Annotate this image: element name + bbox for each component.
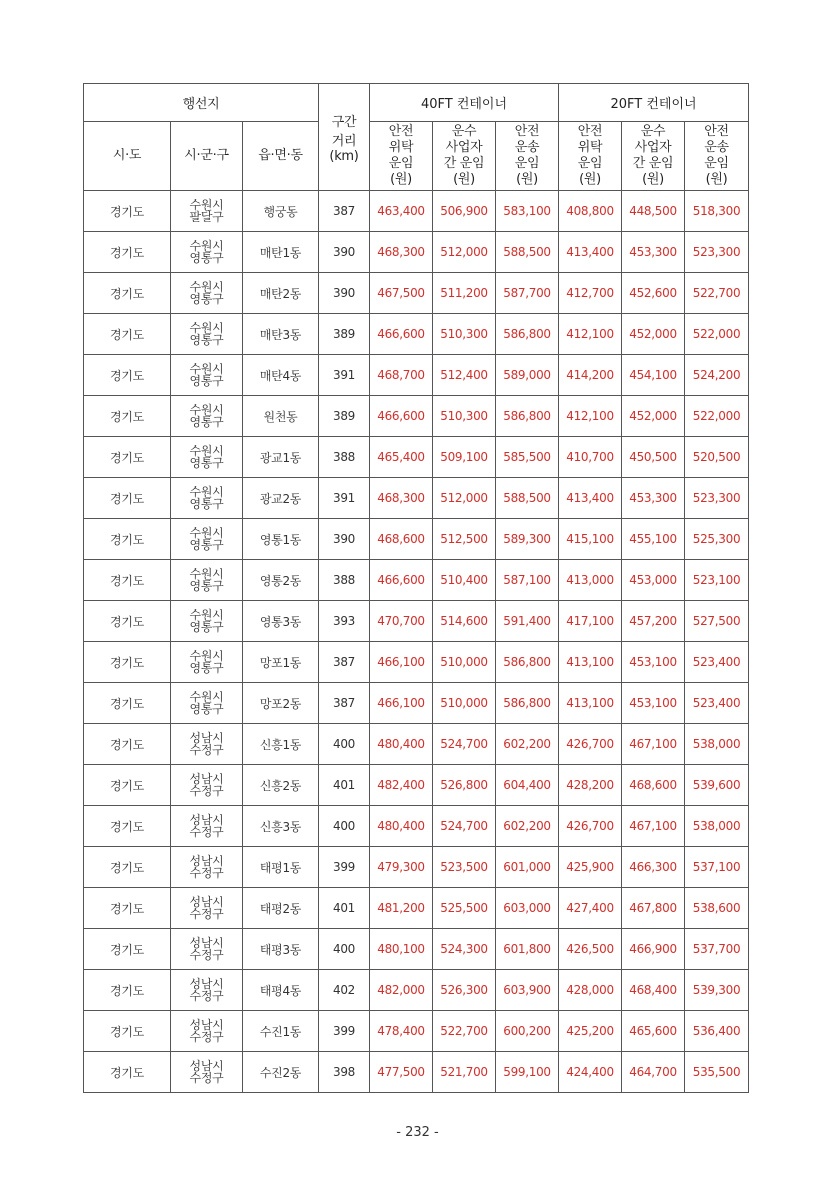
cell-fare-20ft: 427,400 — [559, 888, 622, 929]
cell-fare-40ft: 521,700 — [433, 1052, 496, 1093]
cell-distance: 391 — [319, 355, 370, 396]
cell-sido: 경기도 — [84, 191, 171, 232]
cell-fare-40ft: 586,800 — [496, 642, 559, 683]
header-region: 행선지 — [84, 84, 319, 122]
cell-sigungu: 성남시 수정구 — [171, 1011, 243, 1052]
cell-fare-40ft: 602,200 — [496, 724, 559, 765]
table-row — [84, 273, 749, 314]
cell-dong: 행궁동 — [243, 191, 319, 232]
cell-fare-20ft: 538,000 — [685, 724, 749, 765]
cell-fare-20ft: 428,200 — [559, 765, 622, 806]
cell-dong: 신흥2동 — [243, 765, 319, 806]
table-row — [84, 396, 749, 437]
cell-fare-40ft: 468,600 — [370, 519, 433, 560]
header-sido: 시·도 — [84, 122, 171, 191]
cell-fare-20ft: 523,400 — [685, 683, 749, 724]
cell-fare-20ft: 464,700 — [622, 1052, 685, 1093]
cell-fare-40ft: 524,700 — [433, 806, 496, 847]
cell-dong: 신흥1동 — [243, 724, 319, 765]
cell-fare-40ft: 466,600 — [370, 396, 433, 437]
cell-sido: 경기도 — [84, 642, 171, 683]
cell-fare-20ft: 452,000 — [622, 396, 685, 437]
table-row — [84, 724, 749, 765]
cell-sido: 경기도 — [84, 1011, 171, 1052]
cell-dong: 원천동 — [243, 396, 319, 437]
cell-fare-40ft: 601,800 — [496, 929, 559, 970]
table-row — [84, 519, 749, 560]
table-header — [84, 84, 749, 191]
cell-fare-20ft: 536,400 — [685, 1011, 749, 1052]
cell-sido: 경기도 — [84, 232, 171, 273]
cell-fare-40ft: 480,400 — [370, 806, 433, 847]
cell-fare-20ft: 412,100 — [559, 314, 622, 355]
cell-sigungu: 수원시 영통구 — [171, 273, 243, 314]
cell-sigungu: 수원시 영통구 — [171, 560, 243, 601]
cell-sido: 경기도 — [84, 1052, 171, 1093]
header-distance: 구간 거리 (km) — [319, 84, 370, 191]
cell-fare-20ft: 524,200 — [685, 355, 749, 396]
cell-dong: 영통3동 — [243, 601, 319, 642]
cell-fare-20ft: 454,100 — [622, 355, 685, 396]
cell-fare-40ft: 587,700 — [496, 273, 559, 314]
cell-fare-20ft: 457,200 — [622, 601, 685, 642]
cell-fare-20ft: 466,900 — [622, 929, 685, 970]
cell-sigungu: 수원시 영통구 — [171, 642, 243, 683]
cell-fare-40ft: 512,500 — [433, 519, 496, 560]
cell-fare-20ft: 522,000 — [685, 396, 749, 437]
cell-fare-40ft: 587,100 — [496, 560, 559, 601]
cell-distance: 387 — [319, 683, 370, 724]
cell-sigungu: 성남시 수정구 — [171, 765, 243, 806]
cell-fare-40ft: 589,300 — [496, 519, 559, 560]
cell-fare-40ft: 522,700 — [433, 1011, 496, 1052]
table-row — [84, 929, 749, 970]
cell-fare-20ft: 453,000 — [622, 560, 685, 601]
cell-fare-40ft: 479,300 — [370, 847, 433, 888]
cell-sigungu: 수원시 영통구 — [171, 314, 243, 355]
cell-sigungu: 수원시 영통구 — [171, 437, 243, 478]
cell-fare-20ft: 538,000 — [685, 806, 749, 847]
cell-fare-20ft: 412,100 — [559, 396, 622, 437]
table-row — [84, 314, 749, 355]
cell-fare-40ft: 604,400 — [496, 765, 559, 806]
header-20ft-container: 20FT 컨테이너 — [559, 84, 749, 122]
cell-fare-40ft: 512,000 — [433, 232, 496, 273]
cell-fare-40ft: 463,400 — [370, 191, 433, 232]
cell-fare-20ft: 424,400 — [559, 1052, 622, 1093]
cell-fare-40ft: 467,500 — [370, 273, 433, 314]
cell-fare-20ft: 455,100 — [622, 519, 685, 560]
cell-sigungu: 수원시 영통구 — [171, 355, 243, 396]
cell-distance: 400 — [319, 806, 370, 847]
table-row — [84, 765, 749, 806]
cell-fare-40ft: 526,800 — [433, 765, 496, 806]
cell-fare-40ft: 600,200 — [496, 1011, 559, 1052]
cell-fare-40ft: 512,000 — [433, 478, 496, 519]
table-row — [84, 191, 749, 232]
cell-fare-20ft: 413,400 — [559, 478, 622, 519]
table-body — [84, 191, 749, 1093]
cell-fare-40ft: 601,000 — [496, 847, 559, 888]
cell-sigungu: 성남시 수정구 — [171, 1052, 243, 1093]
cell-sigungu: 수원시 팔달구 — [171, 191, 243, 232]
cell-fare-20ft: 452,000 — [622, 314, 685, 355]
cell-fare-20ft: 426,700 — [559, 806, 622, 847]
cell-sido: 경기도 — [84, 970, 171, 1011]
cell-sido: 경기도 — [84, 888, 171, 929]
cell-fare-20ft: 452,600 — [622, 273, 685, 314]
cell-fare-40ft: 482,000 — [370, 970, 433, 1011]
table-row — [84, 642, 749, 683]
header-safe-transport-fare-20ft: 안전 운송 운임 (원) — [685, 122, 749, 191]
cell-sido: 경기도 — [84, 601, 171, 642]
cell-fare-40ft: 583,100 — [496, 191, 559, 232]
cell-sigungu: 성남시 수정구 — [171, 970, 243, 1011]
cell-fare-20ft: 518,300 — [685, 191, 749, 232]
cell-fare-20ft: 539,300 — [685, 970, 749, 1011]
table-row — [84, 355, 749, 396]
cell-fare-20ft: 523,300 — [685, 478, 749, 519]
cell-fare-20ft: 450,500 — [622, 437, 685, 478]
cell-dong: 태평2동 — [243, 888, 319, 929]
cell-fare-40ft: 512,400 — [433, 355, 496, 396]
cell-fare-40ft: 525,500 — [433, 888, 496, 929]
table-row — [84, 1011, 749, 1052]
cell-fare-20ft: 414,200 — [559, 355, 622, 396]
cell-fare-40ft: 586,800 — [496, 396, 559, 437]
cell-fare-40ft: 477,500 — [370, 1052, 433, 1093]
cell-fare-40ft: 524,300 — [433, 929, 496, 970]
cell-fare-20ft: 539,600 — [685, 765, 749, 806]
header-safe-consign-fare-40ft: 안전 위탁 운임 (원) — [370, 122, 433, 191]
cell-fare-20ft: 523,300 — [685, 232, 749, 273]
cell-fare-40ft: 510,000 — [433, 683, 496, 724]
header-inter-carrier-fare-40ft: 운수 사업자 간 운임 (원) — [433, 122, 496, 191]
table-row — [84, 478, 749, 519]
cell-fare-40ft: 482,400 — [370, 765, 433, 806]
cell-dong: 광교1동 — [243, 437, 319, 478]
cell-distance: 400 — [319, 929, 370, 970]
cell-fare-40ft: 524,700 — [433, 724, 496, 765]
cell-fare-40ft: 466,600 — [370, 314, 433, 355]
cell-fare-40ft: 466,100 — [370, 642, 433, 683]
cell-fare-20ft: 468,600 — [622, 765, 685, 806]
cell-sido: 경기도 — [84, 314, 171, 355]
cell-fare-40ft: 468,700 — [370, 355, 433, 396]
page-number: - 232 - — [396, 1125, 439, 1140]
cell-sido: 경기도 — [84, 273, 171, 314]
cell-fare-40ft: 506,900 — [433, 191, 496, 232]
table-row — [84, 601, 749, 642]
cell-fare-40ft: 509,100 — [433, 437, 496, 478]
cell-dong: 망포1동 — [243, 642, 319, 683]
cell-dong: 매탄3동 — [243, 314, 319, 355]
cell-fare-20ft: 413,100 — [559, 683, 622, 724]
cell-sigungu: 수원시 영통구 — [171, 601, 243, 642]
cell-fare-20ft: 520,500 — [685, 437, 749, 478]
cell-fare-20ft: 426,500 — [559, 929, 622, 970]
cell-fare-40ft: 586,800 — [496, 314, 559, 355]
cell-fare-20ft: 453,300 — [622, 232, 685, 273]
cell-fare-40ft: 466,100 — [370, 683, 433, 724]
cell-distance: 399 — [319, 847, 370, 888]
cell-fare-20ft: 413,400 — [559, 232, 622, 273]
cell-dong: 광교2동 — [243, 478, 319, 519]
cell-sido: 경기도 — [84, 437, 171, 478]
cell-fare-40ft: 514,600 — [433, 601, 496, 642]
cell-distance: 389 — [319, 396, 370, 437]
cell-sido: 경기도 — [84, 560, 171, 601]
cell-fare-40ft: 468,300 — [370, 478, 433, 519]
cell-fare-20ft: 537,100 — [685, 847, 749, 888]
table-row — [84, 232, 749, 273]
cell-distance: 388 — [319, 560, 370, 601]
cell-fare-40ft: 470,700 — [370, 601, 433, 642]
cell-sido: 경기도 — [84, 355, 171, 396]
cell-fare-40ft: 603,900 — [496, 970, 559, 1011]
cell-dong: 영통2동 — [243, 560, 319, 601]
cell-fare-20ft: 467,100 — [622, 806, 685, 847]
table-row — [84, 560, 749, 601]
cell-fare-40ft: 480,400 — [370, 724, 433, 765]
cell-sigungu: 수원시 영통구 — [171, 519, 243, 560]
cell-fare-20ft: 525,300 — [685, 519, 749, 560]
cell-fare-20ft: 522,000 — [685, 314, 749, 355]
cell-distance: 390 — [319, 273, 370, 314]
cell-sido: 경기도 — [84, 929, 171, 970]
cell-distance: 389 — [319, 314, 370, 355]
cell-fare-40ft: 510,300 — [433, 396, 496, 437]
table-row — [84, 847, 749, 888]
cell-fare-20ft: 465,600 — [622, 1011, 685, 1052]
cell-fare-40ft: 466,600 — [370, 560, 433, 601]
cell-distance: 387 — [319, 191, 370, 232]
cell-fare-20ft: 425,900 — [559, 847, 622, 888]
cell-dong: 태평1동 — [243, 847, 319, 888]
header-dong: 읍·면·동 — [243, 122, 319, 191]
cell-sido: 경기도 — [84, 765, 171, 806]
cell-sigungu: 성남시 수정구 — [171, 724, 243, 765]
cell-fare-40ft: 591,400 — [496, 601, 559, 642]
cell-sido: 경기도 — [84, 478, 171, 519]
cell-fare-40ft: 602,200 — [496, 806, 559, 847]
table-row — [84, 970, 749, 1011]
cell-sido: 경기도 — [84, 806, 171, 847]
cell-fare-40ft: 589,000 — [496, 355, 559, 396]
header-40ft-container: 40FT 컨테이너 — [370, 84, 559, 122]
cell-fare-40ft: 480,100 — [370, 929, 433, 970]
cell-fare-20ft: 466,300 — [622, 847, 685, 888]
cell-fare-20ft: 453,300 — [622, 478, 685, 519]
cell-distance: 390 — [319, 232, 370, 273]
header-safe-transport-fare-40ft: 안전 운송 운임 (원) — [496, 122, 559, 191]
cell-fare-20ft: 417,100 — [559, 601, 622, 642]
cell-sigungu: 수원시 영통구 — [171, 683, 243, 724]
cell-fare-20ft: 467,100 — [622, 724, 685, 765]
cell-fare-20ft: 428,000 — [559, 970, 622, 1011]
cell-fare-40ft: 510,400 — [433, 560, 496, 601]
cell-distance: 401 — [319, 765, 370, 806]
table-row — [84, 437, 749, 478]
cell-fare-20ft: 410,700 — [559, 437, 622, 478]
cell-distance: 388 — [319, 437, 370, 478]
cell-fare-40ft: 599,100 — [496, 1052, 559, 1093]
cell-sido: 경기도 — [84, 724, 171, 765]
table-row — [84, 806, 749, 847]
header-safe-consign-fare-20ft: 안전 위탁 운임 (원) — [559, 122, 622, 191]
cell-sigungu: 수원시 영통구 — [171, 478, 243, 519]
cell-sigungu: 수원시 영통구 — [171, 232, 243, 273]
cell-fare-20ft: 535,500 — [685, 1052, 749, 1093]
cell-dong: 매탄1동 — [243, 232, 319, 273]
cell-fare-20ft: 522,700 — [685, 273, 749, 314]
cell-fare-20ft: 425,200 — [559, 1011, 622, 1052]
cell-dong: 태평3동 — [243, 929, 319, 970]
cell-fare-20ft: 537,700 — [685, 929, 749, 970]
cell-fare-40ft: 465,400 — [370, 437, 433, 478]
table-row — [84, 1052, 749, 1093]
cell-distance: 400 — [319, 724, 370, 765]
cell-fare-20ft: 523,400 — [685, 642, 749, 683]
fare-table — [83, 83, 749, 1093]
cell-fare-40ft: 510,000 — [433, 642, 496, 683]
cell-fare-40ft: 585,500 — [496, 437, 559, 478]
cell-distance: 390 — [319, 519, 370, 560]
cell-dong: 수진1동 — [243, 1011, 319, 1052]
cell-distance: 399 — [319, 1011, 370, 1052]
cell-dong: 망포2동 — [243, 683, 319, 724]
cell-distance: 398 — [319, 1052, 370, 1093]
cell-fare-20ft: 412,700 — [559, 273, 622, 314]
cell-sido: 경기도 — [84, 683, 171, 724]
cell-fare-40ft: 511,200 — [433, 273, 496, 314]
cell-fare-20ft: 527,500 — [685, 601, 749, 642]
table-row — [84, 888, 749, 929]
cell-fare-20ft: 415,100 — [559, 519, 622, 560]
cell-fare-40ft: 510,300 — [433, 314, 496, 355]
cell-fare-20ft: 523,100 — [685, 560, 749, 601]
cell-fare-20ft: 468,400 — [622, 970, 685, 1011]
cell-distance: 401 — [319, 888, 370, 929]
cell-fare-20ft: 408,800 — [559, 191, 622, 232]
cell-fare-20ft: 538,600 — [685, 888, 749, 929]
cell-fare-20ft: 413,100 — [559, 642, 622, 683]
cell-dong: 신흥3동 — [243, 806, 319, 847]
cell-fare-20ft: 448,500 — [622, 191, 685, 232]
cell-sigungu: 성남시 수정구 — [171, 806, 243, 847]
cell-sido: 경기도 — [84, 396, 171, 437]
cell-distance: 387 — [319, 642, 370, 683]
cell-fare-40ft: 481,200 — [370, 888, 433, 929]
cell-fare-40ft: 603,000 — [496, 888, 559, 929]
cell-sido: 경기도 — [84, 519, 171, 560]
cell-dong: 수진2동 — [243, 1052, 319, 1093]
cell-fare-40ft: 478,400 — [370, 1011, 433, 1052]
cell-fare-20ft: 467,800 — [622, 888, 685, 929]
cell-dong: 영통1동 — [243, 519, 319, 560]
header-inter-carrier-fare-20ft: 운수 사업자 간 운임 (원) — [622, 122, 685, 191]
cell-sigungu: 성남시 수정구 — [171, 929, 243, 970]
cell-dong: 매탄4동 — [243, 355, 319, 396]
cell-distance: 402 — [319, 970, 370, 1011]
cell-sido: 경기도 — [84, 847, 171, 888]
cell-sigungu: 성남시 수정구 — [171, 847, 243, 888]
cell-distance: 391 — [319, 478, 370, 519]
cell-dong: 매탄2동 — [243, 273, 319, 314]
cell-fare-20ft: 426,700 — [559, 724, 622, 765]
cell-fare-40ft: 523,500 — [433, 847, 496, 888]
cell-fare-20ft: 413,000 — [559, 560, 622, 601]
cell-fare-40ft: 588,500 — [496, 232, 559, 273]
cell-fare-40ft: 526,300 — [433, 970, 496, 1011]
cell-fare-20ft: 453,100 — [622, 642, 685, 683]
cell-dong: 태평4동 — [243, 970, 319, 1011]
cell-fare-40ft: 468,300 — [370, 232, 433, 273]
table-row — [84, 683, 749, 724]
cell-fare-40ft: 586,800 — [496, 683, 559, 724]
cell-sigungu: 수원시 영통구 — [171, 396, 243, 437]
header-sigungu: 시·군·구 — [171, 122, 243, 191]
cell-fare-40ft: 588,500 — [496, 478, 559, 519]
cell-distance: 393 — [319, 601, 370, 642]
cell-sigungu: 성남시 수정구 — [171, 888, 243, 929]
cell-fare-20ft: 453,100 — [622, 683, 685, 724]
